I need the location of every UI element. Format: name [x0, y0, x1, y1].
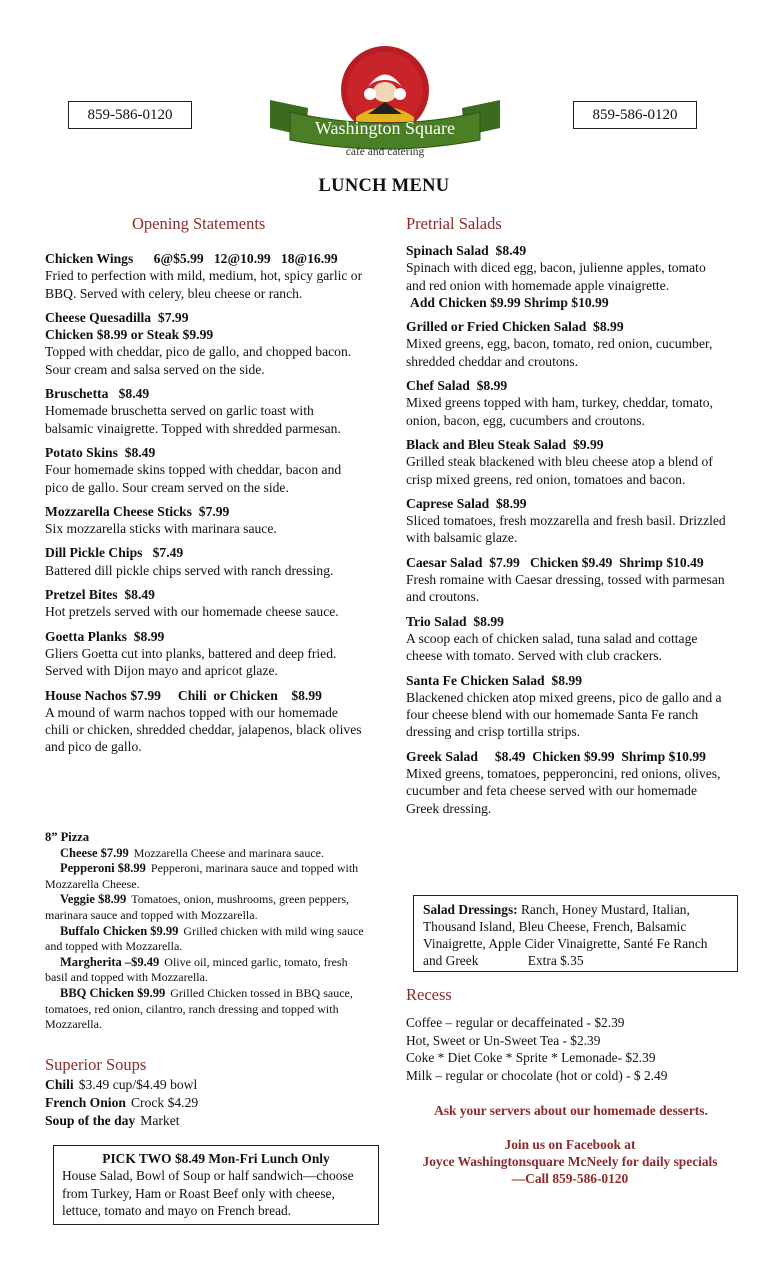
menu-item-name: Mozzarella Cheese Sticks $7.99: [45, 503, 230, 519]
pizza-item-description: Olive oil, minced garlic, tomato, fresh basil and topped with Mozzarella.: [45, 954, 348, 985]
menu-item-name: House Nachos $7.99 Chili or Chicken $8.99: [45, 687, 322, 703]
pizza-item-name: Cheese $7.99: [60, 845, 129, 860]
pizza-item-description: Grilled chicken with mild wing sauce and topped with Mozzarella.: [45, 923, 364, 954]
menu-item: [406, 242, 726, 311]
menu-item-description: Mixed greens, egg, bacon, tomato, red onion, cucumber, shredded cheddar and croutons.: [406, 336, 713, 369]
menu-item-description: A mound of warm nachos topped with our homemade chili or chicken, shredded cheddar, jalapenos, black olives and pico de gallo.: [45, 704, 362, 755]
menu-item-name: Spinach Salad $8.49: [406, 243, 527, 258]
salad-list: [406, 242, 726, 824]
menu-item-name: Pretzel Bites $8.49: [45, 587, 155, 603]
menu-item-name: Grilled or Fried Chicken Salad $8.99: [406, 319, 624, 335]
menu-item: [45, 544, 365, 579]
menu-item-name: Caesar Salad $7.99 Chicken $9.49 Shrimp $10.49: [406, 554, 704, 570]
drink-item: Milk – regular or chocolate (hot or cold) - $ 2.49: [406, 1067, 668, 1083]
menu-item-description: Fried to perfection with mild, medium, hot, spicy garlic or BBQ. Served with celery, bleu cheese or ranch.: [45, 268, 363, 301]
menu-item-description: Homemade bruschetta served on garlic toast with balsamic vinaigrette. Topped with shredded parmesan.: [45, 403, 341, 436]
menu-item-description: Mixed greens, tomatoes, pepperoncini, red onions, olives, cucumber and feta cheese served with our homemade Greek dressing.: [406, 766, 721, 816]
pizza-item: [45, 955, 365, 986]
soup-item: [45, 1076, 365, 1094]
menu-item-description: Hot pretzels served with our homemade cheese sauce.: [45, 604, 339, 620]
pizza-item: [45, 986, 365, 1033]
soups-section: [45, 1056, 365, 1130]
drink-item: Coke * Diet Coke * Sprite * Lemonade- $2.39: [406, 1050, 656, 1066]
soup-item: [45, 1094, 365, 1112]
menu-item-description: Spinach with diced egg, bacon, julienne apples, tomato and red onion with homemade apple vinaigrette.: [406, 260, 706, 293]
menu-item-description: Battered dill pickle chips served with ranch dressing.: [45, 562, 334, 578]
section-heading-soups: Superior Soups: [45, 1055, 147, 1074]
menu-item-name: Black and Bleu Steak Salad $9.99: [406, 436, 604, 452]
menu-item-description: Blackened chicken atop mixed greens, pico de gallo and a four cheese blend with our homemade Santa Fe ranch dressing and crisp tortilla strips.: [406, 689, 722, 740]
menu-item: [45, 687, 365, 756]
dressings-extra: Extra $.35: [527, 953, 584, 968]
menu-item: [45, 250, 365, 302]
pizza-item-name: Margherita –$9.49: [60, 954, 160, 969]
pizza-item-name: BBQ Chicken $9.99: [60, 985, 166, 1000]
menu-item-description: Topped with cheddar, pico de gallo, and chopped bacon. Sour cream and salsa served on the side.: [45, 344, 352, 377]
dressings-text: Ranch, Honey Mustard, Italian, Thousand Island, Bleu Cheese, French, Balsamic Vinaigrette, Apple Cider Vinaigrette, Santé Fe Ranch and Greek: [423, 902, 708, 968]
pizza-title: 8” Pizza: [45, 830, 90, 844]
salad-dressings-box: [413, 895, 738, 972]
menu-item-name: Cheese Quesadilla $7.99 Chicken $8.99 or Steak $9.99: [45, 309, 214, 343]
menu-item-description: Sliced tomatoes, fresh mozzarella and fresh basil. Drizzled with balsamic glaze.: [406, 513, 726, 546]
facebook-note: Join us on Facebook at Joyce Washingtonsquare McNeely for daily specials—Call 859-586-0120: [422, 1137, 718, 1186]
phone-number-right: 859-586-0120: [573, 101, 697, 129]
menu-item-description: Gliers Goetta cut into planks, battered and deep fried. Served with Dijon mayo and apricot glaze.: [45, 645, 337, 679]
menu-item: [45, 628, 365, 680]
soup-item-price: Crock $4.29: [130, 1095, 199, 1110]
menu-item-name: Chef Salad $8.99: [406, 378, 508, 394]
pick-two-box: [53, 1145, 379, 1225]
menu-item-addon: Add Chicken $9.99 Shrimp $10.99: [410, 294, 609, 310]
drink-item: Hot, Sweet or Un-Sweet Tea - $2.39: [406, 1032, 601, 1048]
soup-item-price: Market: [140, 1113, 180, 1128]
pick-two-text: House Salad, Bowl of Soup or half sandwich—choose from Turkey, Ham or Roast Beef only with cheese, lettuce, tomato and mayo on French bread.: [62, 1168, 354, 1218]
menu-item: [406, 318, 726, 370]
page-title: LUNCH MENU: [318, 176, 450, 196]
desserts-note: Ask your servers about our homemade desserts.: [434, 1103, 708, 1118]
menu-item-name: Chicken Wings 6@$5.99 12@10.99 18@16.99: [45, 251, 338, 266]
menu-item-name: Potato Skins $8.49: [45, 444, 156, 460]
pick-two-heading: PICK TWO $8.49 Mon-Fri Lunch Only: [102, 1151, 330, 1166]
menu-item-description: Grilled steak blackened with bleu cheese atop a blend of crisp mixed greens, red onion, tomatoes and bacon.: [406, 454, 713, 487]
menu-item-name: Trio Salad $8.99: [406, 613, 504, 629]
washington-square-logo: [268, 42, 502, 162]
menu-item-description: Mixed greens topped with ham, turkey, cheddar, tomato, onion, bacon, egg, cucumbers and croutons.: [406, 395, 713, 428]
logo-tagline: cafe and catering: [345, 146, 425, 158]
pizza-item-description: Mozzarella Cheese and marinara sauce.: [133, 845, 324, 860]
pizza-item-name: Buffalo Chicken $9.99: [60, 923, 179, 938]
menu-item-name: Goetta Planks $8.99: [45, 628, 165, 644]
menu-item-name: Caprese Salad $8.99: [406, 495, 527, 511]
pizza-item: [45, 892, 365, 923]
menu-item: [45, 586, 365, 621]
section-heading-opening-statements: Opening Statements: [132, 214, 266, 233]
menu-item: [406, 613, 726, 665]
drink-item: Coffee – regular or decaffeinated - $2.39: [406, 1015, 625, 1030]
menu-item: [406, 377, 726, 429]
menu-item: [45, 444, 365, 496]
pizza-item-description: Grilled Chicken tossed in BBQ sauce, tomatoes, red onion, cilantro, ranch dressing and topped with Mozzarella.: [45, 985, 353, 1032]
menu-item-name: Greek Salad $8.49 Chicken $9.99 Shrimp $10.99: [406, 748, 706, 764]
pizza-item-description: Pepperoni, marinara sauce and topped with Mozzarella Cheese.: [45, 861, 359, 891]
soup-item-name: French Onion: [45, 1095, 126, 1110]
menu-item-description: Six mozzarella sticks with marinara sauce.: [45, 521, 277, 537]
menu-item-description: A scoop each of chicken salad, tuna salad and cottage cheese with tomato. Served with club crackers.: [406, 630, 698, 664]
pizza-item: [45, 924, 365, 955]
logo-name: Washington Square: [314, 118, 456, 138]
soup-item-name: Soup of the day: [45, 1113, 136, 1128]
recess-list: [406, 1014, 726, 1084]
menu-item: [45, 309, 365, 378]
phone-number-left: 859-586-0120: [68, 101, 192, 129]
menu-item: [406, 554, 726, 606]
pizza-section: [45, 830, 365, 1033]
soup-item-price: $3.49 cup/$4.49 bowl: [78, 1077, 198, 1092]
appetizer-list: [45, 250, 365, 763]
menu-item-description: Four homemade skins topped with cheddar, bacon and pico de gallo. Sour cream served on the side.: [45, 462, 342, 495]
menu-item: [406, 672, 726, 741]
pizza-item-name: Veggie $8.99: [60, 892, 127, 907]
menu-item-description: Fresh romaine with Caesar dressing, tossed with parmesan and croutons.: [406, 572, 725, 605]
menu-item-name: Bruschetta $8.49: [45, 386, 150, 402]
menu-item: [45, 385, 365, 437]
soup-item-name: Chili: [45, 1077, 74, 1092]
pizza-item: [45, 846, 365, 862]
section-heading-pretrial-salads: Pretrial Salads: [406, 214, 502, 233]
menu-item: [406, 748, 726, 817]
pizza-item-name: Pepperoni $8.99: [60, 861, 146, 876]
pizza-item: [45, 861, 365, 892]
menu-item: [45, 503, 365, 538]
menu-item: [406, 436, 726, 488]
pizza-item-description: Tomatoes, onion, mushrooms, green peppers, marinara sauce and topped with Mozzarella.: [45, 892, 349, 922]
menu-item-name: Santa Fe Chicken Salad $8.99: [406, 672, 582, 688]
section-heading-recess: Recess: [406, 985, 452, 1004]
menu-item-name: Dill Pickle Chips $7.49: [45, 545, 184, 561]
dressings-label: Salad Dressings:: [423, 902, 518, 917]
menu-item: [406, 495, 726, 547]
soup-item: [45, 1112, 365, 1130]
